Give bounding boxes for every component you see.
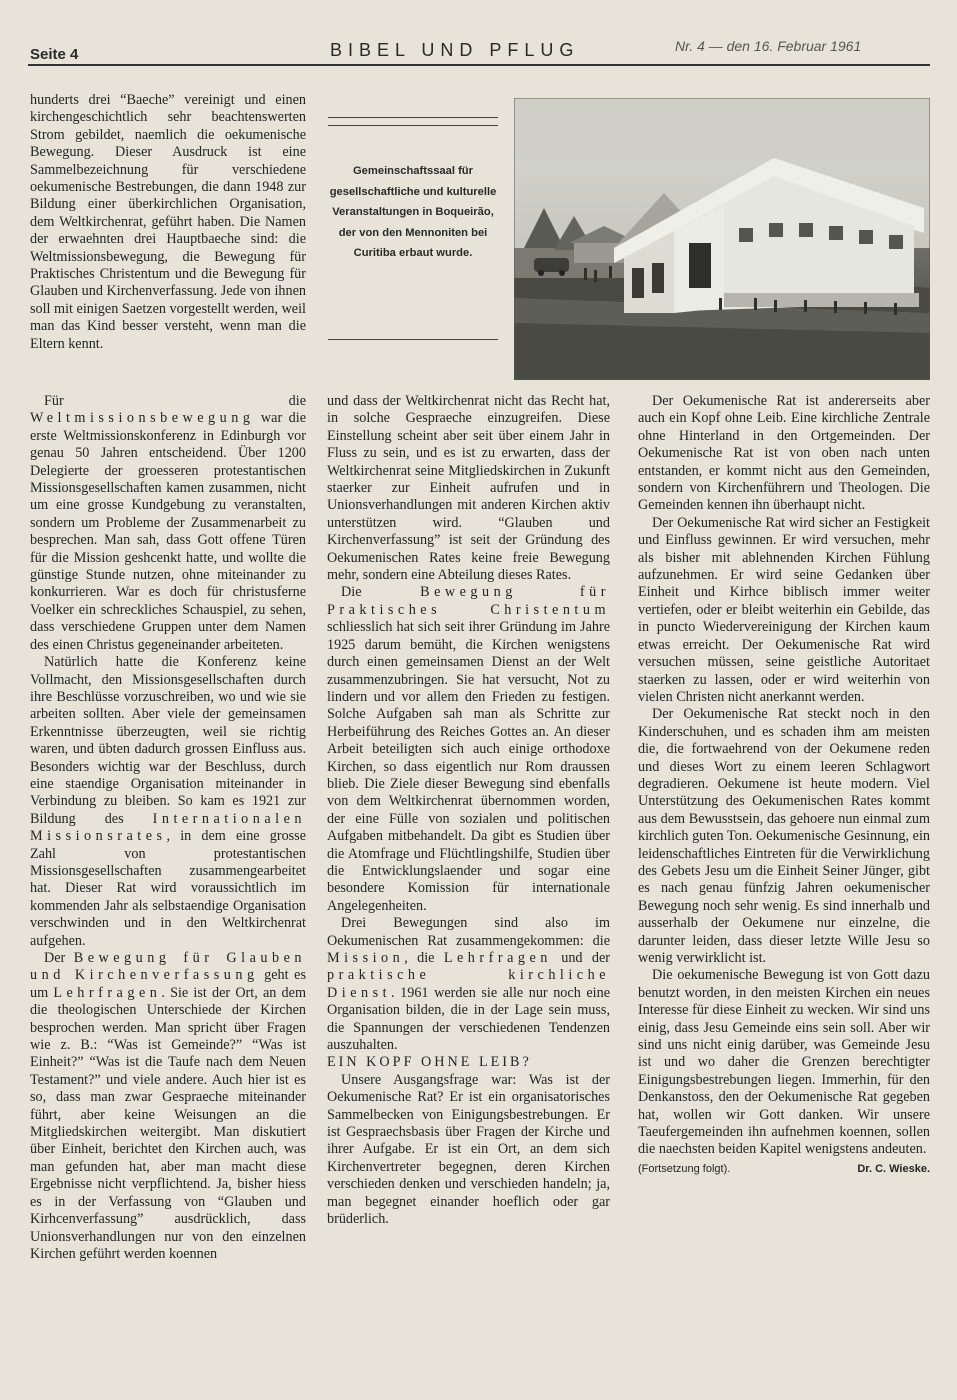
paragraph-glauben: [30, 950, 306, 1263]
text-run: Für die: [44, 393, 306, 409]
spaced-term: Bewegung für Glauben und Kirchenverfassung: [30, 950, 306, 984]
photo-caption: Gemeinschaftssaal für gesellschaftliche und kulturelle Veranstaltungen in Boqueirão, der von den Mennoniten bei Curitiba erbaut wurde.: [329, 165, 497, 259]
text-run: Natürlich hatte die Konferenz keine Vollmacht, den Missionsgesellschaften durch ihre Beschlüsse vorzuschreiben, wo und wie sie arbeiten sollten. Aber viele der gemeinsamen Erkenntnisse überzeugten, weil sie richtig waren, und übten dadurch grossen Einfluss aus. Besonders wichtig war der Beschluss, durch eine staendige Organisation miteinander in Verbindung zu bleiben. So kam es 1921 zur Bildung des: [30, 654, 306, 827]
spaced-term: Lehrfragen: [53, 984, 162, 1001]
text-run: war die erste Weltmissionskonferenz in Edinburgh vor genau 50 Jahren entscheidend. Über 1200 Delegierte der groesseren protestantischen Missionsgesellschaften kamen zusammen, nicht um eine grosse Kundgebung zu veranstalten, sondern um Probleme der Zusammenarbeit zu besprechen. Man sah, dass Gott offene Türen für die Mission geshcenkt hatte, und wollte die günstige Stunde nutzen, ohne miteinander zu konkurrieren. War es doch für christusferne Voelker ein schreckliches Schauspiel, zu sehen, dass verschiedene Gruppen unter dem Namen des einen Christus gegeneinander arbeiteten.: [30, 410, 306, 653]
text-run: . Sie ist der Ort, an dem die theologischen Unterschiede der Kirchen besprochen werden. Man spricht über Fragen wie z. B.: “Was ist Gemeinde?” “Was ist Einheit?” “Was ist die Taufe nach dem Neuen Testament?” und viele andere. Auch hier ist es so, dass man zwar Gespraeche miteinander führt, aber keine Weisungen an die Mitgliedskirchen weitergibt. Man diskutiert über Einheit, berichtet den Kirchen auch, was man gefunden hat, aber man macht diese Ergebnisse nicht verpflichtend. Ja, bisher hiess es in der Verfassung von “Glauben und Kirhcenverfassung” ausdrücklich, dass Unionsverhandlungen nur von den einzelnen Kirchen geführt werden koennen: [30, 984, 306, 1262]
photo-caption-box: [328, 117, 498, 342]
page-number: Seite 4: [30, 46, 79, 63]
paragraph-weltmission: [30, 393, 306, 654]
paragraph-praktisch: [327, 584, 610, 915]
paragraph-konferenz: [30, 654, 306, 950]
text-run: schliesslich hat sich seit ihrer Gründung im Jahre 1925 darum bemüht, die Kirchen wenigstens durch einen gemeinsamen Dienst an der Welt zusammenzubringen. Sie hat versucht, Not zu lindern und vor allem den Frieden zu festigen. Solche Aufgaben sah man als Schritte zur Herbeiführung des Reiches Gottes an. An dieser Arbeit beteiligten sich auch einige orthodoxe Kirchen, so dass eigentlich nur Rom draussen blieb. Die Ziele dieser Bewegung sind ebenfalls von dem Weltkirchenrat übernommen worden, der eine Fülle von sozialen und politischen Aufgaben mitbehandelt. Da gibt es Studien über die Atomfrage und Flüchtlingshilfe, Studien über die Entwicklungslaender und sogar eine besondere Komission für internationale Angelegenheiten.: [327, 619, 610, 914]
paragraph-gott-benutzt: Die oekumenische Bewegung ist von Gott dazu benutzt worden, in den meisten Kirchen ein neues Interesse für diese Einheit zu wecken. Wir sind uns einig, dass Jesu Gemeinde eins sein soll. Aber wir sind uns nicht einig darüber, was Gemeinde Jesu ist und wo daher die Grenzen berechtigter Einigungsbestrebungen liegen. Immerhin, für den Denkanstoss, den der Oekumenische Rat gegeben hat, wollen wir Gott danken. Wir unsere Taeufergemeinden ihn aufnehmen koennen, sollen die naechsten beiden Kapitel wenigstens andeuten.: [638, 967, 930, 1158]
caption-rule-top: [328, 117, 498, 118]
text-run: Der: [44, 950, 74, 966]
text-run: und der: [551, 950, 610, 966]
paragraph-drei-bewegungen: [327, 915, 610, 1054]
text-run: Die: [341, 584, 421, 601]
text-run: . 1961 werden sie alle nur noch eine Organisation bilden, die in der Lage sein muss, die Spannungen der verschiedenen Tendenzen auszuhalten.: [327, 984, 610, 1054]
spaced-term: Weltmissionsbewegung: [30, 410, 255, 427]
column-2: [327, 393, 610, 1229]
caption-rule-top-2: [328, 125, 498, 126]
spaced-term: Bewegung für Praktisches Christentum: [327, 584, 610, 618]
spaced-term: Mission: [327, 950, 405, 966]
spaced-term: Internationalen Missionsrates: [30, 810, 306, 845]
text-run: , die: [404, 950, 444, 966]
paragraph-continuation: und dass der Weltkirchenrat nicht das Recht hat, in solche Gespraeche einzugreifen. Diese Einstellung scheint aber seit über einem Jahr in Fluss zu sein, und es ist zu erwarten, dass der Weltkirchenrat seine Mitgliedskirchen in Zukunft staerker zur Einheit aufrufen und in Unionsverhandlungen mit anderen Kirchen aktiv unterstützen wird. “Glauben und Kirchenverfassung” ist seit der Gründung des Oekumenischen Rates keine freie Bewegung mehr, sondern eine Abteilung dieses Rates.: [327, 393, 610, 584]
author-signature: Dr. C. Wieske.: [857, 1162, 930, 1175]
paragraph-kinderschuhe: Der Oekumenische Rat steckt noch in den Kinderschuhen, und es schaden ihm am meisten die, die fortwaehrend von der Oekumene reden und dieses Wort zu einem leeren Schlagwort degradieren. Oekumene ist heute modern. Viel Unterstützung des Oekumenischen Rates kommt aus dem Bewusstsein, das gehoere nun einmal zum kirchlich guten Ton. Oekumenische Gesinnung, ein leidenschaftliches Eintreten für die Verwirklichung des Gebets Jesu um die Einheit Seiner Jünger, gibt es nach genau fünfzig Jahren oekumenischer Bewegung noch sehr wenig. Es sind innerhalb und ausserhalb der Oekumene nur einzelne, die darunter leiden, dass dieser letzte Wille Jesu so wenig verwirklicht ist.: [638, 706, 930, 966]
spaced-term: Lehrfragen: [443, 950, 552, 966]
photo-image: [514, 98, 930, 380]
text-run: geht es um: [30, 967, 306, 1001]
continuation-note: (Fortsetzung folgt).: [638, 1162, 731, 1175]
column-1: [30, 393, 306, 1263]
paragraph-intro: hunderts drei “Baeche” vereinigt und einen kirchengeschichtlich sehr beachtenswerten Strom gebildet, naemlich die oekumenische Bewegung. Dieser Ausdruck ist eine Sammelbezeichnung für verschiedene oekumenische Bestrebungen, die dann 1948 zur Bildung einer überkirchlichen Organisation, dem Weltkirchenrat, geführt haben. Die Namen der erwaehnten drei Hauptbaeche sind: die Weltmissionsbewegung, die Bewegung für Praktisches Christentum und die Bewegung für Glauben und Kirchenverfassung. Jede von ihnen soll mit einigen Saetzen vorgestellt werden, weil man das Kind besser versteht, wenn man die Eltern kennt.: [30, 92, 306, 352]
caption-rule-bottom: [328, 339, 498, 340]
column-3: [638, 393, 930, 1178]
issue-date: Nr. 4 — den 16. Februar 1961: [675, 38, 862, 54]
spaced-term: praktische kirchliche Dienst: [327, 967, 610, 1001]
paragraph-kopf-ohne-leib: Der Oekumenische Rat ist andererseits aber auch ein Kopf ohne Leib. Eine kirchliche Zentrale ohne Hinterland in den Ortgemeinden. Der Oekumenische Rat ist von oben nach unten entstanden, er kommt nicht aus den Gemeinden, sondern von Kirchenführern und Theologen. Die Gemeinden kennen ihn überhaupt nicht.: [638, 393, 930, 514]
newspaper-title: BIBEL UND PFLUG: [330, 40, 580, 60]
text-run: Drei Bewegungen sind also im Oekumenischen Rat zusammengekommen: die: [327, 915, 610, 949]
header-rule: [28, 64, 930, 66]
text-run: , in dem eine grosse Zahl von protestantischen Missionsgesellschaften zusammengearbeitet hat. Dieser Rat wird voraussichtlich im kommenden Jahr als selbstaendige Organisation verschwinden und in den Weltkirchenrat aufgehen.: [30, 828, 306, 949]
column-1-top: [30, 92, 306, 353]
photo-community-hall: [514, 98, 930, 380]
paragraph-ausgangsfrage: Unsere Ausgangsfrage war: Was ist der Oekumenische Rat? Er ist ein organisatorisches Sammelbecken von Einigungsbestrebungen. Er ist Gespraechsbasis über Fragen der Kirche und ihrer Aufgabe. Er ist ein Ort, an dem sich Kirchenvertreter begegnen, deren Kirchen verschieden denken und verschieden handeln; ja, man begegnet einander hoeflich oder gar brüderlich.: [327, 1071, 610, 1228]
section-heading: EIN KOPF OHNE LEIB?: [327, 1054, 532, 1071]
article-footer: [638, 1161, 930, 1178]
paragraph-festigkeit: Der Oekumenische Rat wird sicher an Festigkeit und Einfluss gewinnen. Er wird versuchen, mehr als bisher mit ablehnenden Kirchen Fühlung aufzunehmen. Er wird seine Gedanken über Einheit und Kirhce biblisch immer weiter vertiefen, oder er bleibt weiterhin ein Gebilde, das in puncto Wiedervereinigung der Kirchen kaum etwas erreicht. Der Oekumenische Rat wird versuchen müssen, seine geistliche Autoritaet staerken zu lassen, oder er wird weiterhin von vielen Christen nicht anerkannt werden.: [638, 514, 930, 705]
